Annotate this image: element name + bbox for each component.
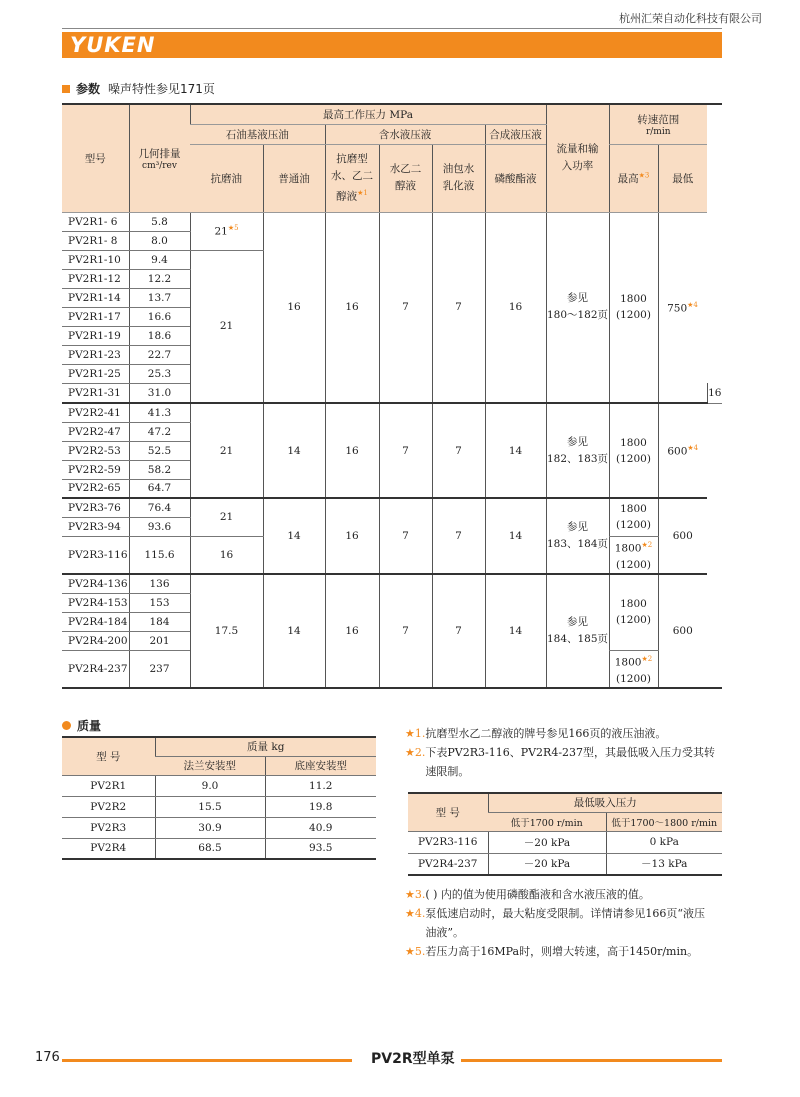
mass-table bbox=[62, 736, 376, 860]
table-row bbox=[62, 212, 722, 231]
cell-displacement: 153 bbox=[129, 593, 190, 612]
table-row: PV2R3 30.9 40.9 bbox=[62, 817, 376, 838]
cell-displacement: 47.2 bbox=[129, 422, 190, 441]
table-row: PV2R4-237 －20 kPa －13 kPa bbox=[408, 853, 722, 875]
cell-speed-max: 1800 (1200) bbox=[609, 498, 658, 536]
cell-phosphate: 14 bbox=[485, 498, 546, 574]
cell-phosphate: 14 bbox=[485, 574, 546, 688]
cell-model: PV2R4-237 bbox=[62, 650, 129, 688]
cell-displacement: 9.4 bbox=[129, 250, 190, 269]
cell-model: PV2R3-116 bbox=[62, 536, 129, 574]
cell-regular: 14 bbox=[263, 574, 325, 688]
header-petroleum-oil: 石油基液压油 bbox=[190, 124, 325, 144]
cell-displacement: 201 bbox=[129, 631, 190, 650]
table-row: PV2R2 15.5 19.8 bbox=[62, 796, 376, 817]
cell-speed-max: 1800 (1200) bbox=[609, 212, 658, 403]
company-name: 杭州汇荣自动化科技有限公司 bbox=[619, 12, 762, 25]
cell-antiwear: 16 bbox=[190, 536, 263, 574]
header-speed-range bbox=[609, 104, 707, 144]
cell-glycol: 7 bbox=[379, 574, 432, 688]
cell-glycol: 7 bbox=[379, 403, 432, 498]
cell-model: PV2R4-153 bbox=[62, 593, 129, 612]
mass-header-model: 型 号 bbox=[62, 737, 155, 775]
page-number: 176 bbox=[35, 1050, 60, 1065]
cell-regular: 14 bbox=[263, 498, 325, 574]
header-regular-oil: 普通油 bbox=[263, 144, 325, 212]
cell-model: PV2R2-53 bbox=[62, 441, 129, 460]
star-icon: ★4 bbox=[687, 300, 698, 309]
cell-displacement: 237 bbox=[129, 650, 190, 688]
cell-glycol-aw: 16 bbox=[325, 403, 379, 498]
section-mass-heading bbox=[62, 717, 109, 734]
header-water-glycol: 水乙二醇液 bbox=[379, 144, 432, 212]
star-icon: ★5 bbox=[227, 224, 239, 233]
header-water-fluid: 含水液压液 bbox=[325, 124, 485, 144]
cell-displacement: 5.8 bbox=[129, 212, 190, 231]
suction-header-high: 低于1700～1800 r/min bbox=[606, 812, 722, 831]
star-icon: ★2 bbox=[641, 655, 653, 663]
section-title: 参数 bbox=[76, 82, 101, 96]
cell-speed-max: 1800 (1200) bbox=[609, 403, 658, 498]
table-row: PV2R3-116 －20 kPa 0 kPa bbox=[408, 831, 722, 853]
cell-antiwear: 17.5 bbox=[190, 574, 263, 688]
cell-model: PV2R2-59 bbox=[62, 460, 129, 479]
header-antiwear-oil: 抗磨油 bbox=[190, 144, 263, 212]
cell-glycol: 7 bbox=[379, 212, 432, 403]
cell-flow: 参见 184、185页 bbox=[546, 574, 609, 688]
header-flow-power: 流量和输入功率 bbox=[546, 104, 609, 212]
cell-antiwear: 16 bbox=[707, 383, 722, 403]
cell-glycol-aw: 16 bbox=[325, 498, 379, 574]
cell-displacement: 31.0 bbox=[129, 383, 190, 403]
cell-model: PV2R1-10 bbox=[62, 250, 129, 269]
cell-regular: 14 bbox=[263, 403, 325, 498]
cell-emulsion: 7 bbox=[432, 403, 485, 498]
note-item: ★1. 抗磨型水乙二醇液的牌号参见166页的液压油液。 bbox=[405, 727, 667, 740]
cell-model: PV2R1- 8 bbox=[62, 231, 129, 250]
cell-phosphate: 16 bbox=[485, 212, 546, 403]
header-emulsion: 油包水乳化液 bbox=[432, 144, 485, 212]
cell-glycol-aw: 16 bbox=[325, 212, 379, 403]
cell-glycol-aw: 16 bbox=[325, 574, 379, 688]
cell-displacement: 52.5 bbox=[129, 441, 190, 460]
star3-icon: ★3 bbox=[638, 171, 650, 179]
cell-flow: 参见 180～182页 bbox=[546, 212, 609, 403]
brand-bar bbox=[62, 32, 722, 58]
footer-rule-left bbox=[62, 1059, 352, 1062]
cell-displacement: 8.0 bbox=[129, 231, 190, 250]
cell-displacement: 41.3 bbox=[129, 403, 190, 422]
cell-displacement: 13.7 bbox=[129, 288, 190, 307]
cell-emulsion: 7 bbox=[432, 212, 485, 403]
cell-model: PV2R3-76 bbox=[62, 498, 129, 517]
cell-emulsion: 7 bbox=[432, 574, 485, 688]
cell-speed-min: 600 bbox=[658, 574, 707, 688]
note-item: ★2. 下表PV2R3-116、PV2R4-237型，其最低吸入压力受其转速限制。 bbox=[405, 746, 716, 778]
cell-model: PV2R4-136 bbox=[62, 574, 129, 593]
table-row: PV2R4 68.5 93.5 bbox=[62, 838, 376, 859]
cell-regular: 16 bbox=[263, 212, 325, 403]
table-row bbox=[62, 403, 722, 422]
mass-header-mass: 质量 kg bbox=[155, 737, 376, 756]
square-bullet-icon bbox=[62, 85, 70, 93]
cell-speed-min: $600^{★4}$ bbox=[658, 403, 707, 498]
table-row: PV2R1 9.0 11.2 bbox=[62, 775, 376, 796]
section-title: 质量 bbox=[77, 719, 102, 733]
note-item: ★3. ( ) 内的值为使用磷酸酯液和含水液压液的值。 bbox=[405, 888, 650, 901]
cell-speed-min: $750^{★4}$ bbox=[658, 212, 707, 403]
cell-emulsion: 7 bbox=[432, 498, 485, 574]
brand-logo: YUKEN bbox=[70, 33, 156, 57]
cell-speed-max: $1800^{★2}$ (1200) bbox=[609, 536, 658, 574]
header-speed-unit: r/min bbox=[645, 126, 671, 137]
footer-rule-right bbox=[452, 1059, 722, 1062]
table-row bbox=[62, 498, 722, 517]
star-icon: ★2 bbox=[641, 541, 653, 549]
suction-header-min: 最低吸入压力 bbox=[488, 793, 722, 812]
cell-displacement: 12.2 bbox=[129, 269, 190, 288]
cell-model: PV2R4-184 bbox=[62, 612, 129, 631]
cell-speed-max: $1800^{★2}$ (1200) bbox=[609, 650, 658, 688]
cell-antiwear: 21 bbox=[190, 498, 263, 536]
note-item: ★4. 泵低速启动时，最大粘度受限制。详情请参见166页“液压油液”。 bbox=[405, 907, 705, 939]
cell-flow: 参见 183、184页 bbox=[546, 498, 609, 574]
cell-antiwear: 21 bbox=[190, 250, 263, 403]
header-antiwear-glycol: 抗磨型水、乙二醇液$^{★1}$ bbox=[325, 144, 379, 212]
header-displacement-unit: cm³/rev bbox=[142, 160, 177, 171]
header-speed-max: 最高$^{★3}$ bbox=[609, 144, 658, 212]
note-item: ★5. 若压力高于16MPa时，则增大转速，高于1450r/min。 bbox=[405, 945, 699, 958]
cell-phosphate: 14 bbox=[485, 403, 546, 498]
table-row bbox=[62, 574, 722, 593]
header-rule bbox=[62, 28, 722, 29]
cell-speed-max: 1800 (1200) bbox=[609, 574, 658, 650]
suction-header-model: 型 号 bbox=[408, 793, 488, 831]
cell-model: PV2R4-200 bbox=[62, 631, 129, 650]
header-speed-label: 转速范围 bbox=[637, 113, 680, 126]
header-max-pressure: 最高工作压力 MPa bbox=[190, 104, 546, 124]
cell-displacement: 115.6 bbox=[129, 536, 190, 574]
cell-displacement: 18.6 bbox=[129, 326, 190, 345]
section-note: 噪声特性参见171页 bbox=[108, 82, 215, 96]
page-title: PV2R型单泵 bbox=[365, 1048, 461, 1068]
cell-displacement: 58.2 bbox=[129, 460, 190, 479]
cell-model: PV2R2-41 bbox=[62, 403, 129, 422]
cell-model: PV2R1- 6 bbox=[62, 212, 129, 231]
header-displacement-label: 几何排量 bbox=[138, 147, 181, 160]
header-speed-min: 最低 bbox=[658, 144, 707, 212]
cell-model: PV2R1-19 bbox=[62, 326, 129, 345]
cell-displacement: 136 bbox=[129, 574, 190, 593]
params-table bbox=[62, 103, 722, 689]
cell-model: PV2R2-65 bbox=[62, 479, 129, 498]
cell-model: PV2R1-25 bbox=[62, 364, 129, 383]
cell-flow: 参见 182、183页 bbox=[546, 403, 609, 498]
cell-model: PV2R1-17 bbox=[62, 307, 129, 326]
cell-model: PV2R3-94 bbox=[62, 517, 129, 536]
cell-antiwear: $21^{★5}$ bbox=[190, 212, 263, 250]
star1-icon: ★1 bbox=[357, 188, 368, 197]
cell-model: PV2R2-47 bbox=[62, 422, 129, 441]
cell-antiwear: 21 bbox=[190, 403, 263, 498]
star-icon: ★4 bbox=[687, 443, 699, 452]
notes-top bbox=[405, 724, 723, 781]
section-params-heading bbox=[62, 80, 215, 97]
cell-model: PV2R1-14 bbox=[62, 288, 129, 307]
cell-model: PV2R1-23 bbox=[62, 345, 129, 364]
notes-bottom bbox=[405, 885, 705, 961]
circle-bullet-icon bbox=[62, 721, 71, 730]
cell-displacement: 22.7 bbox=[129, 345, 190, 364]
cell-displacement: 64.7 bbox=[129, 479, 190, 498]
cell-displacement: 76.4 bbox=[129, 498, 190, 517]
mass-header-base: 底座安装型 bbox=[265, 756, 376, 775]
cell-displacement: 16.6 bbox=[129, 307, 190, 326]
mass-header-flange: 法兰安装型 bbox=[155, 756, 265, 775]
cell-displacement: 93.6 bbox=[129, 517, 190, 536]
suction-header-low: 低于1700 r/min bbox=[488, 812, 606, 831]
header-phosphate-ester: 磷酸酯液 bbox=[485, 144, 546, 212]
cell-displacement: 25.3 bbox=[129, 364, 190, 383]
header-model: 型号 bbox=[62, 104, 129, 212]
header-displacement bbox=[129, 104, 190, 212]
cell-displacement: 184 bbox=[129, 612, 190, 631]
cell-glycol: 7 bbox=[379, 498, 432, 574]
suction-table bbox=[408, 792, 722, 876]
header-synthetic-fluid: 合成液压液 bbox=[485, 124, 546, 144]
cell-model: PV2R1-12 bbox=[62, 269, 129, 288]
cell-speed-min: 600 bbox=[658, 498, 707, 574]
cell-model: PV2R1-31 bbox=[62, 383, 129, 403]
